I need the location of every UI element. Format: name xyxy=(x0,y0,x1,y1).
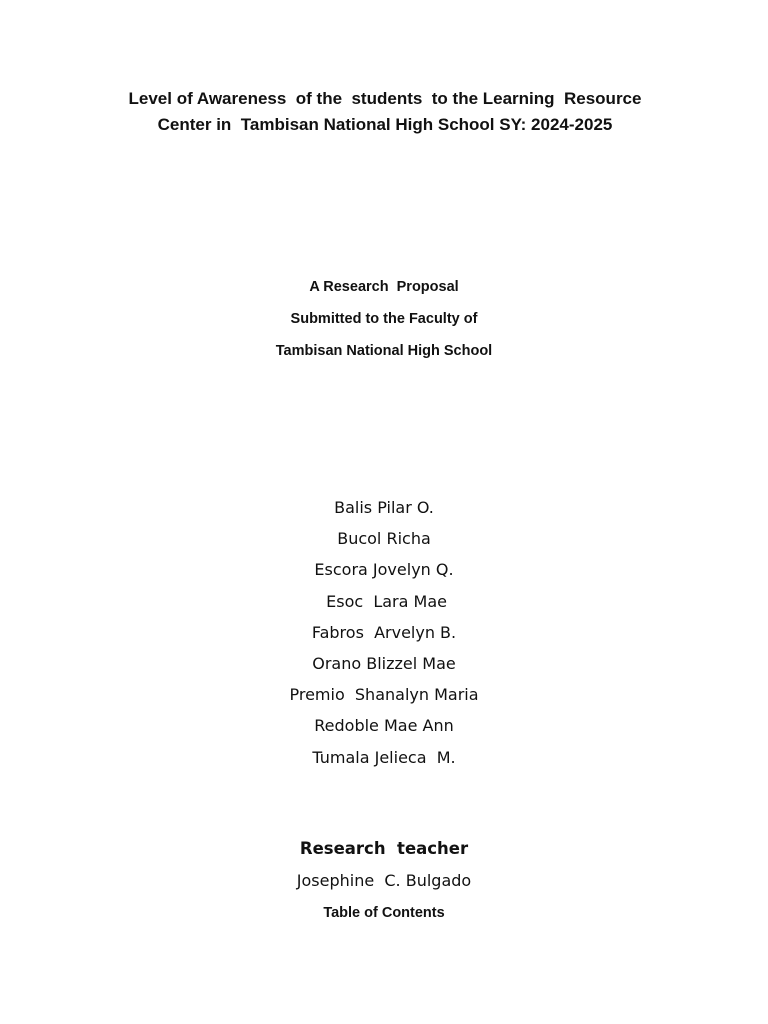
document-title xyxy=(60,86,710,138)
proposal-line-3: Tambisan National High School xyxy=(275,343,493,359)
proposal-statement xyxy=(84,274,684,370)
research-teacher-heading: Research teacher xyxy=(299,839,469,858)
author-name: Redoble Mae Ann xyxy=(314,716,454,736)
author-name: Balis Pilar O. xyxy=(334,498,434,517)
title-line-1: Level of Awareness of the students to the Learning Resource xyxy=(128,89,642,108)
author-name: Fabros Arvelyn B. xyxy=(311,622,457,642)
proposal-line-1: A Research Proposal xyxy=(309,279,459,295)
author-name: Esoc Lara Mae xyxy=(321,591,447,611)
author-name: Orano Blizzel Mae xyxy=(312,653,456,673)
author-name: Bucol Richa xyxy=(337,529,431,549)
author-list xyxy=(84,494,684,775)
table-of-contents-heading: Table of Contents xyxy=(323,905,445,921)
proposal-line-2: Submitted to the Faculty of xyxy=(290,311,478,327)
title-line-2: Center in Tambisan National High School SY: 2024-2025 xyxy=(157,115,613,134)
author-name: Premio Shanalyn Maria xyxy=(289,685,479,705)
author-name: Escora Jovelyn Q. xyxy=(314,560,454,580)
research-teacher-name: Josephine C. Bulgado xyxy=(296,871,472,890)
author-name: Tumala Jelieca M. xyxy=(312,747,456,767)
